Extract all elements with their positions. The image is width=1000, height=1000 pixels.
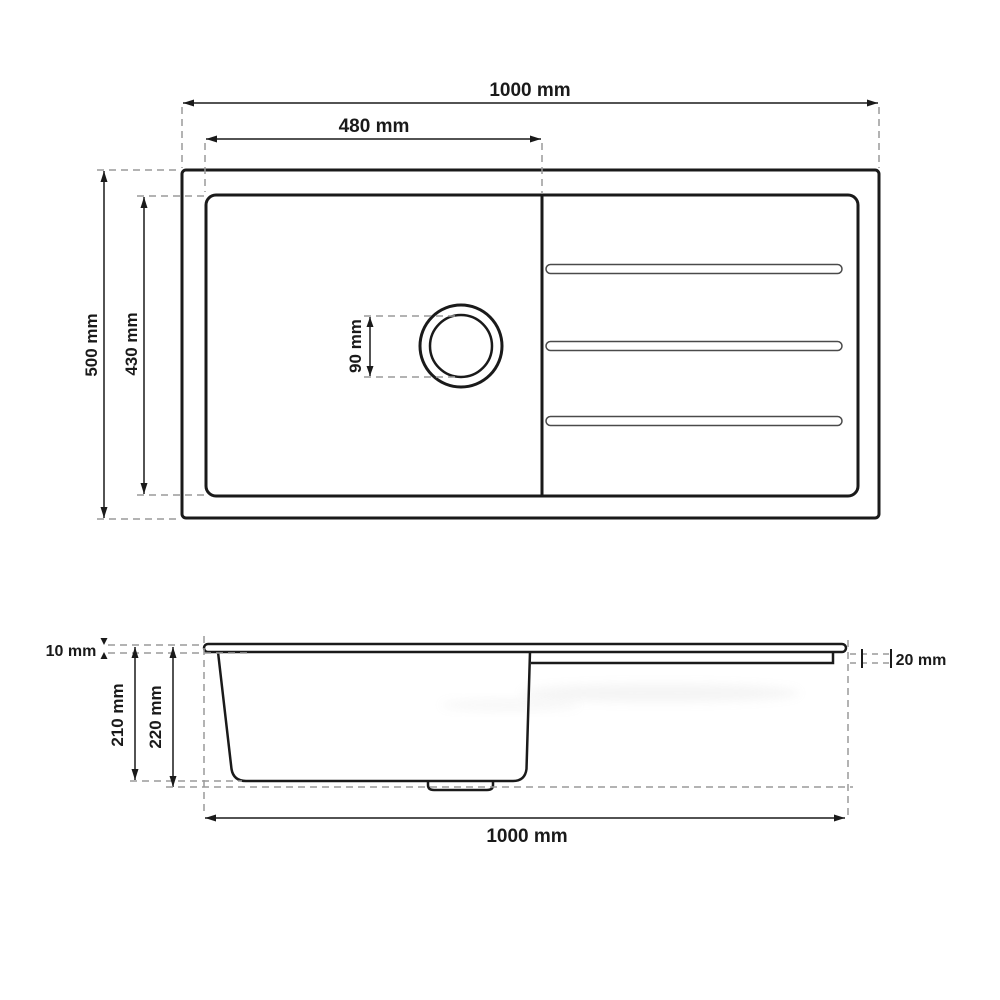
arrowhead bbox=[183, 100, 194, 107]
dim-label-bowl-width: 480 mm bbox=[338, 116, 410, 137]
side-view bbox=[46, 636, 947, 847]
dim-edge-thickness bbox=[850, 649, 946, 669]
arrowhead bbox=[101, 507, 108, 518]
arrowhead bbox=[101, 652, 108, 659]
arrowhead bbox=[141, 197, 148, 208]
dim-label-rim-thickness: 10 mm bbox=[45, 643, 97, 660]
arrowhead bbox=[867, 100, 878, 107]
shadow-smudge bbox=[520, 684, 800, 702]
arrowhead bbox=[141, 483, 148, 494]
dim-label-overall-depth: 500 mm bbox=[82, 313, 101, 377]
arrowhead bbox=[530, 136, 541, 143]
arrowhead bbox=[205, 815, 216, 822]
drainer-groove bbox=[546, 265, 842, 274]
dim-label-overall-height: 220 mm bbox=[146, 685, 165, 749]
dim-bowl-inner-depth bbox=[108, 647, 242, 781]
dim-label-bowl-depth: 430 mm bbox=[122, 312, 141, 376]
top-view bbox=[82, 80, 879, 519]
dim-label-bowl-inner-depth: 210 mm bbox=[108, 683, 127, 747]
arrowhead bbox=[101, 638, 108, 645]
dim-side-overall-width bbox=[204, 636, 848, 847]
arrowhead bbox=[101, 171, 108, 182]
drain-hole bbox=[430, 315, 492, 377]
dim-label-side-overall-width: 1000 mm bbox=[486, 826, 568, 847]
drainer-groove bbox=[546, 417, 842, 426]
drainer-underside-profile bbox=[531, 653, 833, 663]
drain-boss-profile bbox=[428, 781, 493, 790]
drainer-groove bbox=[546, 342, 842, 351]
sink-rim-profile bbox=[204, 644, 846, 652]
dim-top-overall-width bbox=[182, 80, 879, 168]
bowl-profile bbox=[218, 652, 530, 781]
dim-label-drain-diameter: 90 mm bbox=[346, 319, 365, 373]
shadow-smudge bbox=[440, 699, 580, 711]
dim-label-edge-thickness: 20 mm bbox=[895, 652, 947, 669]
arrowhead bbox=[834, 815, 845, 822]
dim-label-top-overall-width: 1000 mm bbox=[489, 80, 571, 101]
dim-overall-height bbox=[146, 647, 853, 787]
arrowhead bbox=[206, 136, 217, 143]
arrowhead bbox=[132, 769, 139, 780]
